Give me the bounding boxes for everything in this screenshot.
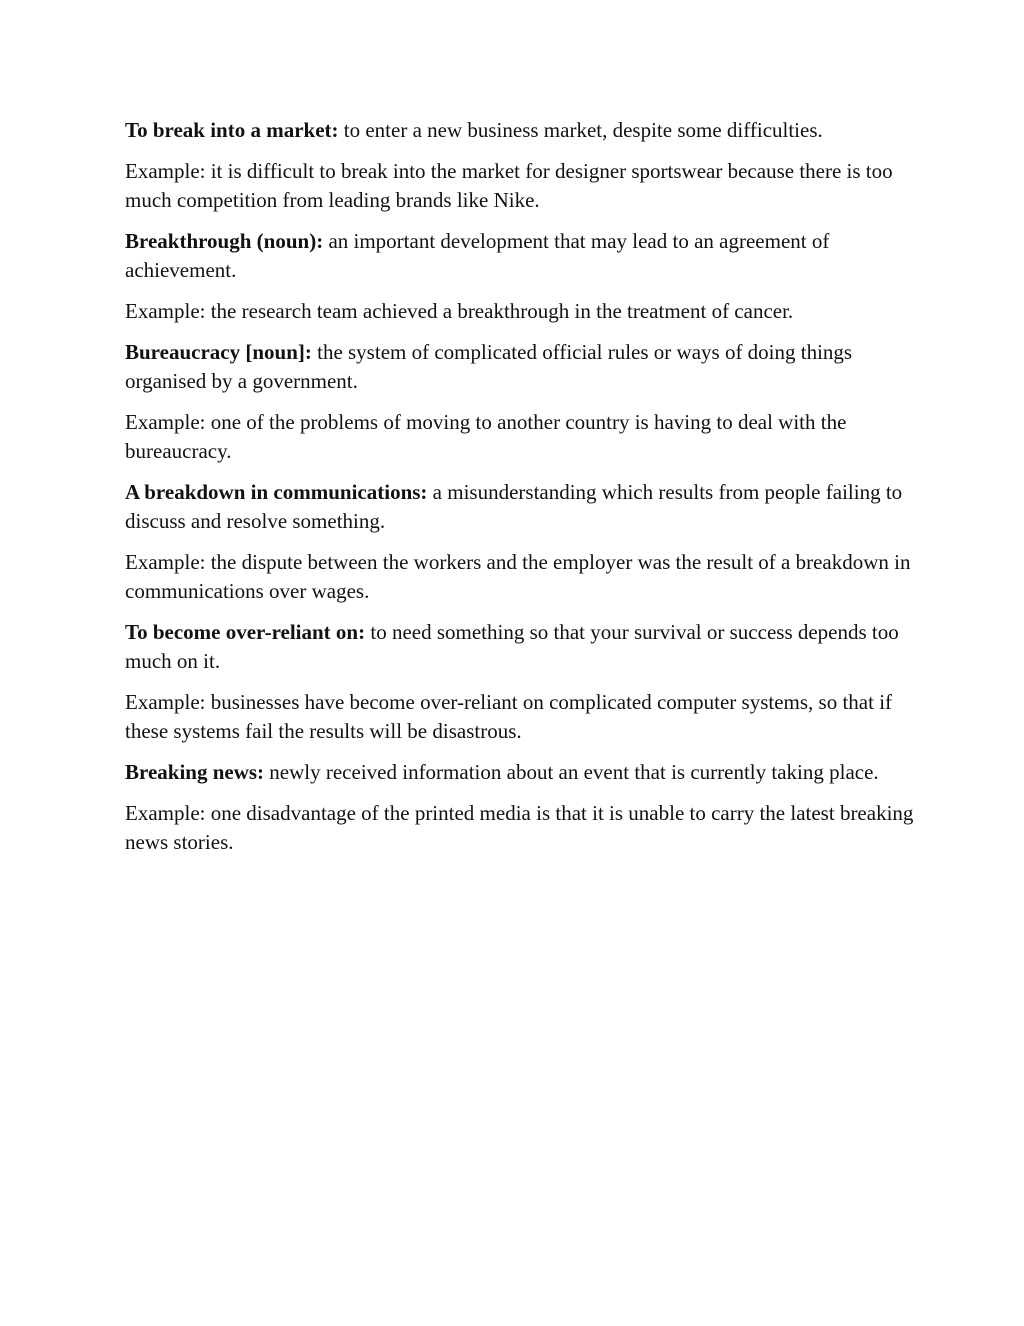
definition-text: newly received information about an event that is currently taking place.	[264, 760, 879, 784]
definition-text: an important development that may lead to an agreement of achievement.	[125, 229, 830, 282]
definition-paragraph	[125, 478, 915, 536]
term-label: Breaking news:	[125, 760, 265, 784]
example-paragraph: Example: it is difficult to break into the market for designer sportswear because there is too much competition from leading brands like Nike.	[125, 159, 893, 212]
term-label: Breakthrough (noun):	[125, 229, 324, 253]
term-label: To break into a market:	[125, 118, 339, 142]
term-label: Bureaucracy [noun]:	[125, 340, 312, 364]
definition-text: a misunderstanding which results from people failing to discuss and resolve something.	[125, 480, 903, 533]
example-paragraph: Example: the dispute between the workers and the employer was the result of a breakdown in communications over wages.	[125, 550, 911, 603]
definition-text: to enter a new business market, despite some difficulties.	[338, 118, 823, 142]
example-paragraph: Example: one of the problems of moving to another country is having to deal with the bureaucracy.	[125, 410, 847, 463]
definition-text: to need something so that your survival or success depends too much on it.	[125, 620, 899, 673]
definition-paragraph	[125, 618, 915, 676]
example-paragraph: Example: one disadvantage of the printed media is that it is unable to carry the latest breaking news stories.	[125, 801, 914, 854]
definition-paragraph	[125, 116, 915, 145]
definition-paragraph	[125, 758, 915, 787]
definition-text: the system of complicated official rules or ways of doing things organised by a government.	[125, 340, 853, 393]
definition-paragraph	[125, 338, 915, 396]
example-paragraph: Example: businesses have become over-reliant on complicated computer systems, so that if these systems fail the results will be disastrous.	[125, 690, 893, 743]
definition-paragraph	[125, 227, 915, 285]
term-label: To become over-reliant on:	[125, 620, 366, 644]
term-label: A breakdown in communications:	[125, 480, 428, 504]
example-paragraph: Example: the research team achieved a breakthrough in the treatment of cancer.	[125, 299, 794, 323]
document-page	[125, 116, 915, 869]
